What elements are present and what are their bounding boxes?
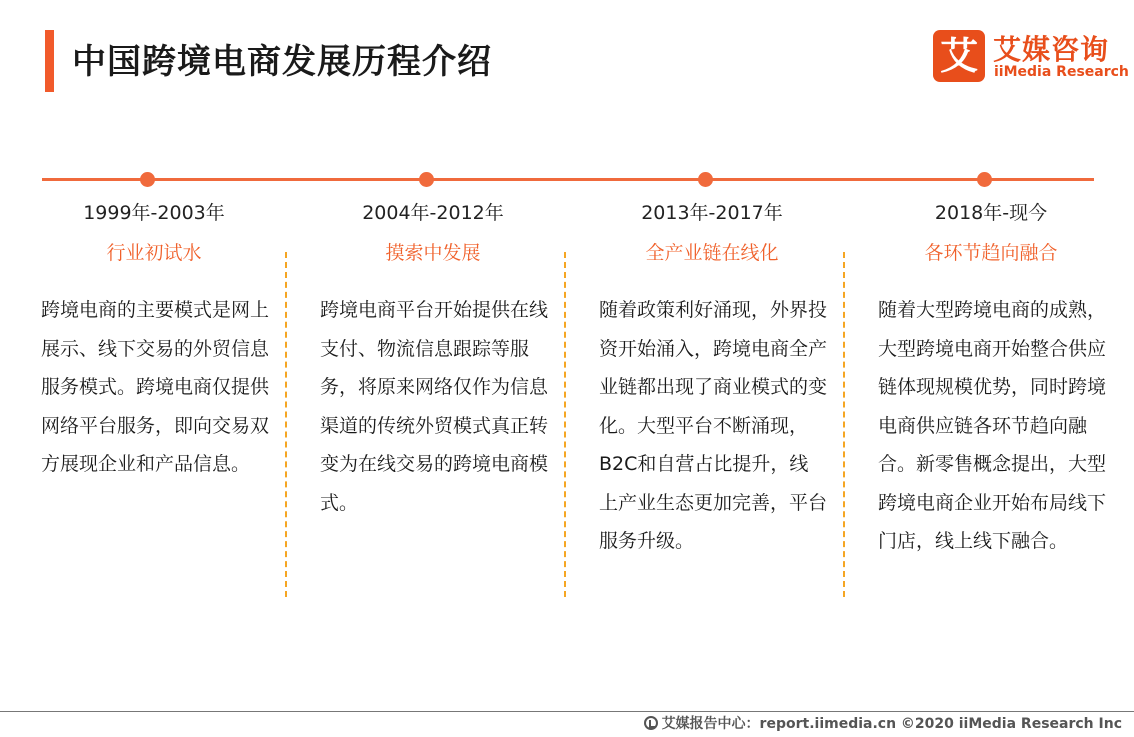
stage-description: 跨境电商平台开始提供在线支付、物流信息跟踪等服务，将原来网络仅作为信息渠道的传统外贸模式真正转变为在线交易的跨境电商模式。 bbox=[320, 299, 549, 514]
title-accent-bar bbox=[45, 30, 54, 92]
timeline-dot-3 bbox=[698, 172, 713, 187]
timeline-dot-4 bbox=[977, 172, 992, 187]
stage-phase: 行业初试水 bbox=[106, 242, 202, 264]
brand-logo bbox=[933, 30, 1129, 86]
footer-divider bbox=[0, 711, 1134, 712]
stage-period: 2004年-2012年 bbox=[362, 202, 504, 224]
stage-phase: 摸索中发展 bbox=[385, 242, 481, 264]
footer bbox=[644, 713, 1122, 733]
stage-phase: 全产业链在线化 bbox=[645, 242, 779, 264]
timeline-line bbox=[42, 178, 1094, 181]
stage-period: 1999年-2003年 bbox=[83, 202, 225, 224]
logo-name-en: iiMedia Research bbox=[994, 64, 1129, 80]
stage-phase: 各环节趋向融合 bbox=[924, 242, 1058, 264]
footer-text: 艾媒报告中心：report.iimedia.cn ©2020 iiMedia Research Inc bbox=[661, 716, 1122, 732]
timeline-dot-1 bbox=[140, 172, 155, 187]
stage-period: 2013年-2017年 bbox=[641, 202, 783, 224]
logo-name-cn: 艾媒咨询 bbox=[993, 33, 1110, 66]
stage-description: 跨境电商的主要模式是网上展示、线下交易的外贸信息服务模式。跨境电商仅提供网络平台服务，即向交易双方展现企业和产品信息。 bbox=[41, 299, 270, 475]
stage-description: 随着政策利好涌现，外界投资开始涌入，跨境电商全产业链都出现了商业模式的变化。大型平台不断涌现，B2C和自营占比提升，线上产业生态更加完善，平台服务升级。 bbox=[599, 299, 828, 552]
logo-mark-glyph: 艾 bbox=[939, 34, 978, 78]
stage-description: 随着大型跨境电商的成熟，大型跨境电商开始整合供应链体现规模优势，同时跨境电商供应链各环节趋向融合。新零售概念提出，大型跨境电商企业开始布局线下门店，线上线下融合。 bbox=[878, 299, 1107, 552]
timeline-dot-2 bbox=[419, 172, 434, 187]
column-divider-2 bbox=[564, 252, 566, 597]
stage-period: 2018年-现今 bbox=[934, 202, 1048, 224]
column-divider-1 bbox=[285, 252, 287, 597]
column-divider-3 bbox=[843, 252, 845, 597]
page-title: 中国跨境电商发展历程介绍 bbox=[72, 42, 492, 82]
iimedia-footer-icon bbox=[644, 716, 658, 730]
